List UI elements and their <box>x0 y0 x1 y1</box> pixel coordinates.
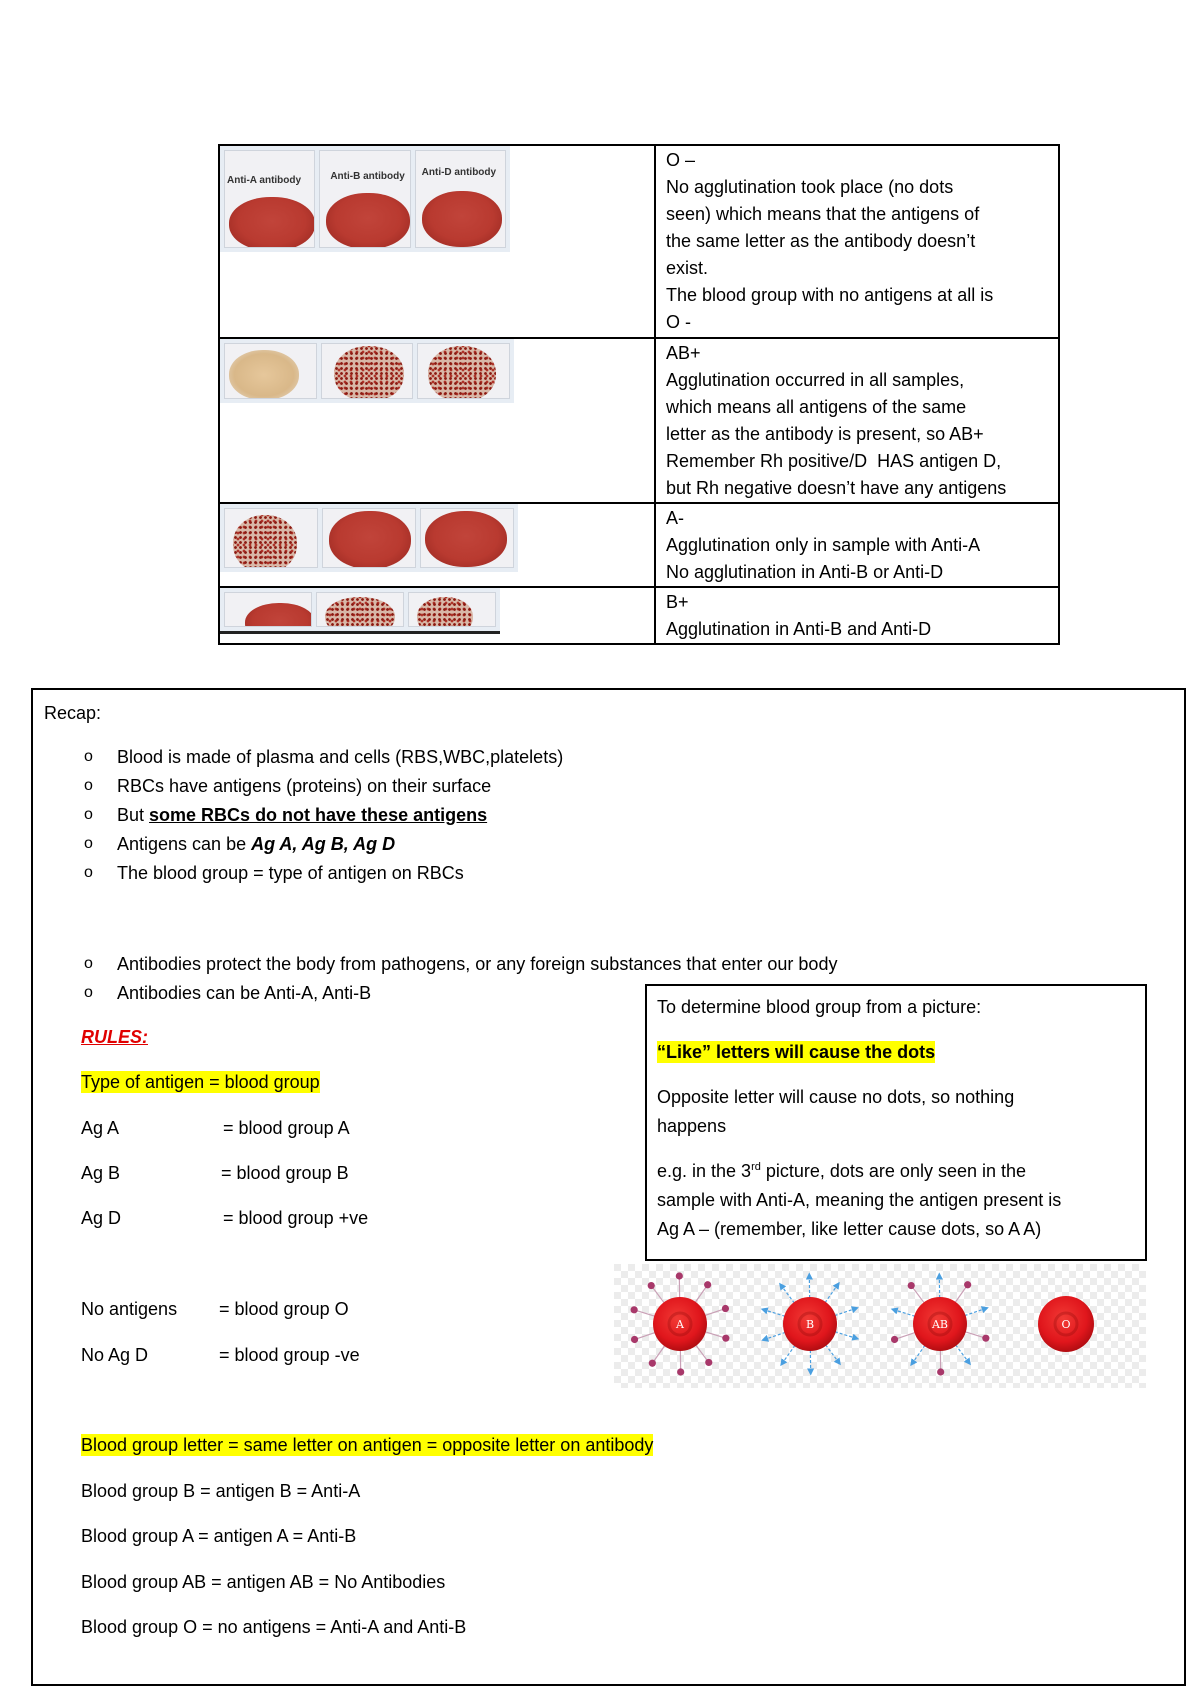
test-photo-a-neg <box>220 504 518 572</box>
blood-smear <box>229 350 299 399</box>
slide-anti-a <box>224 508 318 568</box>
bullet-text: RBCs have antigens (proteins) on their surface <box>117 776 492 796</box>
tip-superscript: rd <box>751 1161 761 1173</box>
test-image-cell <box>219 145 655 338</box>
mapping-right: = blood group B <box>221 1163 349 1183</box>
mapping-left: Ag D <box>81 1208 122 1228</box>
test-image-cell <box>219 338 655 503</box>
bullet-emphasis: some RBCs do not have these antigens <box>149 805 488 825</box>
cell-label: A <box>676 1318 684 1331</box>
slide-anti-d <box>420 508 514 568</box>
result-line: seen) which means that the antigens of <box>666 204 980 224</box>
table-row <box>219 503 1059 587</box>
blood-smear <box>229 197 315 248</box>
result-line: which means all antigens of the same <box>666 397 967 417</box>
mapping-left: Ag A <box>81 1118 120 1138</box>
result-line: Agglutination in Anti-B and Anti-D <box>666 619 932 639</box>
slide-anti-d <box>415 150 506 248</box>
result-line: Agglutination only in sample with Anti-A <box>666 535 981 555</box>
result-line: the same letter as the antibody doesn’t <box>666 231 976 251</box>
tip-highlight: “Like” letters will cause the dots <box>657 1042 936 1062</box>
label-anti-d: Anti-D antibody <box>421 167 497 178</box>
mapping-right: = blood group O <box>219 1299 349 1319</box>
bullet-marker: o <box>84 777 93 794</box>
label-anti-a: Anti-A antibody <box>227 175 302 186</box>
bullet-marker: o <box>84 748 93 765</box>
result-line: but Rh negative doesn’t have any antigens <box>666 478 1007 498</box>
mapping-right: = blood group -ve <box>219 1345 360 1365</box>
result-line: No agglutination in Anti-B or Anti-D <box>666 562 944 582</box>
result-line: B+ <box>666 592 689 612</box>
tip-line: Ag A – (remember, like letter cause dots, so A A) <box>657 1219 1042 1239</box>
blood-smear <box>417 597 473 627</box>
cell-label: AB <box>931 1318 949 1331</box>
letter-rule-highlight: Blood group letter = same letter on antigen = opposite letter on antibody <box>81 1435 654 1455</box>
tip-line: happens <box>657 1116 727 1136</box>
antigen-dot <box>908 1282 915 1289</box>
bullet-text: Antibodies protect the body from pathogens, or any foreign substances that enter our body <box>117 954 838 974</box>
slide-anti-a <box>224 592 312 627</box>
bullet-emphasis: Ag A, Ag B, Ag D <box>251 834 396 854</box>
test-photo-b-pos <box>220 588 500 634</box>
mapping-right: = blood group +ve <box>223 1208 369 1228</box>
table-row <box>219 338 1059 503</box>
rule-highlight: Type of antigen = blood group <box>81 1072 320 1092</box>
tip-line <box>657 1160 1026 1182</box>
bullet-text: Blood is made of plasma and cells (RBS,WBC,platelets) <box>117 747 564 767</box>
result-b-pos <box>655 587 1059 644</box>
tip-title: To determine blood group from a picture: <box>657 997 982 1017</box>
antigen-dot <box>676 1272 683 1279</box>
test-photo-o-neg <box>220 146 510 252</box>
antigen-dot <box>631 1306 638 1313</box>
antigen-dot <box>964 1281 971 1288</box>
blood-smear <box>245 603 312 627</box>
antigen-dot <box>982 1335 989 1342</box>
letter-rule: Blood group A = antigen A = Anti-B <box>81 1526 357 1546</box>
result-line: Agglutination occurred in all samples, <box>666 370 965 390</box>
mapping-left: No antigens <box>81 1299 178 1319</box>
antigen-dot <box>722 1305 729 1312</box>
letter-rule: Blood group AB = antigen AB = No Antibodies <box>81 1572 446 1592</box>
bullet-prefix: Antigens can be <box>117 834 252 854</box>
table-row <box>219 145 1059 338</box>
mapping-right: = blood group A <box>223 1118 350 1138</box>
label-anti-b: Anti-B antibody <box>330 171 405 182</box>
result-line: No agglutination took place (no dots <box>666 177 954 197</box>
cell-label: B <box>805 1318 815 1331</box>
slide-anti-a <box>224 343 317 399</box>
blood-cells-diagram <box>614 1264 1146 1388</box>
blood-smear <box>329 511 411 568</box>
slide-anti-d <box>417 343 510 399</box>
tip-line: sample with Anti-A, meaning the antigen present is <box>657 1190 1062 1210</box>
blood-smear <box>325 597 395 627</box>
mapping-left: No Ag D <box>81 1345 149 1365</box>
bullet-marker: o <box>84 864 93 881</box>
slide-anti-b <box>321 343 414 399</box>
result-ab-pos <box>655 338 1059 503</box>
tip-line: Opposite letter will cause no dots, so nothing <box>657 1087 1015 1107</box>
bullet-text <box>117 833 395 855</box>
test-image-cell <box>219 503 655 587</box>
result-line: AB+ <box>666 343 701 363</box>
antigen-dot <box>937 1368 944 1375</box>
antigen-dot <box>891 1336 898 1343</box>
result-line: O - <box>666 312 691 332</box>
blood-smear <box>334 346 404 399</box>
cell-label: O <box>1061 1318 1071 1331</box>
bullet-text <box>117 804 487 826</box>
letter-rule: Blood group O = no antigens = Anti-A and Anti-B <box>81 1617 467 1637</box>
antigen-dot <box>705 1359 712 1366</box>
antigen-dot <box>648 1282 655 1289</box>
bullet-marker: o <box>84 835 93 852</box>
antigen-dot <box>649 1360 656 1367</box>
test-image-cell <box>219 587 655 644</box>
bullet-text: Antibodies can be Anti-A, Anti-B <box>117 983 372 1003</box>
result-line: The blood group with no antigens at all is <box>666 285 994 305</box>
result-line: A- <box>666 508 684 528</box>
antigen-dot <box>704 1281 711 1288</box>
slide-anti-a <box>224 150 315 248</box>
slide-anti-b <box>319 150 410 248</box>
test-photo-ab-pos <box>220 339 514 403</box>
blood-smear <box>422 191 502 247</box>
antigen-dot <box>631 1336 638 1343</box>
slide-anti-b <box>322 508 416 568</box>
antigen-dot <box>677 1368 684 1375</box>
recap-heading: Recap: <box>44 703 102 723</box>
result-line: O – <box>666 150 696 170</box>
blood-cell-o <box>1038 1296 1094 1352</box>
mapping-left: Ag B <box>81 1163 121 1183</box>
result-o-neg <box>655 145 1059 338</box>
tip-suffix: picture, dots are only seen in the <box>760 1161 1027 1181</box>
blood-smear <box>428 346 496 399</box>
rules-label: RULES: <box>81 1027 148 1047</box>
blood-smear <box>233 515 297 568</box>
bullet-text: The blood group = type of antigen on RBCs <box>117 863 464 883</box>
bullet-marker: o <box>84 955 93 972</box>
bullet-marker: o <box>84 984 93 1001</box>
blood-smear <box>326 193 410 248</box>
table-row <box>219 587 1059 644</box>
result-line: Remember Rh positive/D HAS antigen D, <box>666 451 1002 471</box>
slide-anti-d <box>408 592 496 627</box>
bullet-prefix: But <box>117 805 150 825</box>
result-a-neg <box>655 503 1059 587</box>
antigen-dot <box>722 1335 729 1342</box>
slide-anti-b <box>316 592 404 627</box>
results-table <box>218 144 1060 645</box>
result-line: letter as the antibody is present, so AB+ <box>666 424 984 444</box>
tip-prefix: e.g. in the 3 <box>657 1161 752 1181</box>
blood-smear <box>425 511 507 567</box>
bullet-marker: o <box>84 806 93 823</box>
result-line: exist. <box>666 258 709 278</box>
letter-rule: Blood group B = antigen B = Anti-A <box>81 1481 361 1501</box>
